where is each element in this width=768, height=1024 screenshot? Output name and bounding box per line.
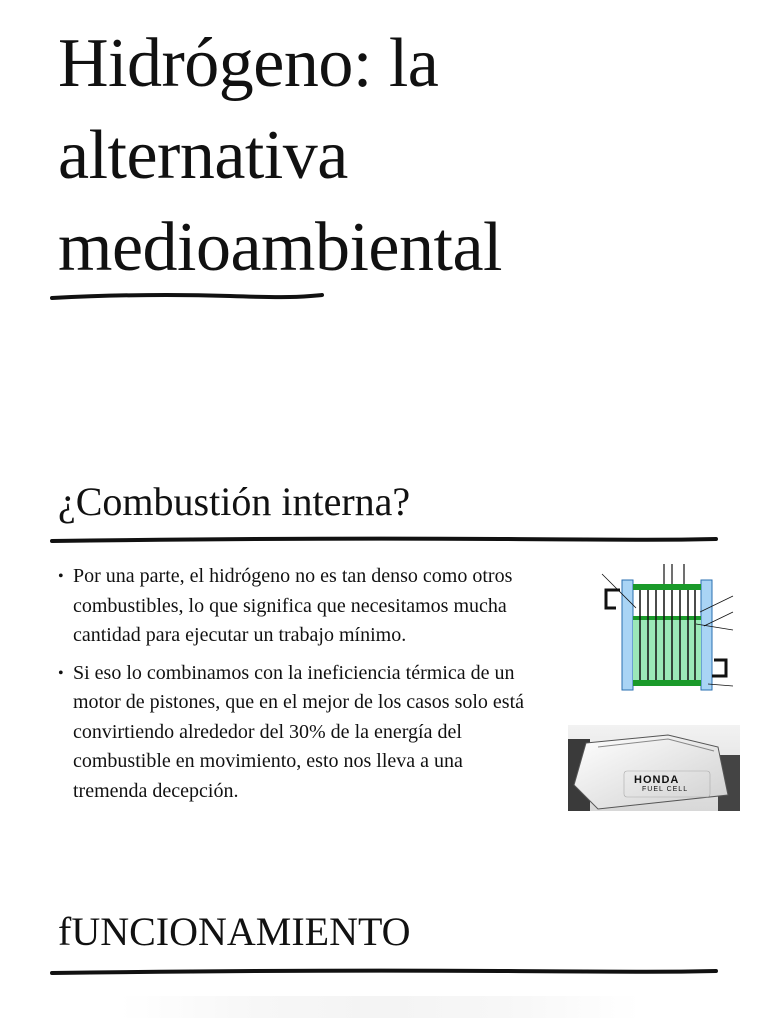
bullet-text: Por una parte, el hidrógeno no es tan denso como otros combustibles, lo que significa que necesitamos mucha cantidad para ejecutar un trabajo mínimo. [73, 565, 513, 646]
bullet-list [58, 562, 528, 814]
section-title-combustion: ¿Combustión interna? [58, 479, 411, 524]
bullet-text: Si eso lo combinamos con la ineficiencia térmica de un motor de pistones, que en el mejor de los casos solo está convirtiendo alrededor del 30% de la energía del combustible en movimiento, esto nos lleva a una tremenda decepción. [73, 661, 525, 802]
photo-sub: FUEL CELL [642, 786, 689, 793]
bullet-item [58, 562, 528, 651]
title-underline [50, 290, 330, 306]
honda-fuel-cell-photo [568, 725, 740, 811]
photo-brand: HONDA [634, 774, 680, 786]
fuel-cell-diagram [600, 560, 735, 696]
bullet-item [58, 659, 528, 807]
slide-title: Hidrógeno: la alternativa medioambiental [58, 25, 502, 286]
section-rule [50, 966, 720, 980]
section-rule [50, 534, 720, 548]
bullet-dot: • [58, 568, 64, 585]
section-title-funcionamiento: fUNCIONAMIENTO [58, 909, 411, 954]
bullet-dot: • [58, 664, 64, 682]
faded-content [120, 996, 640, 1018]
